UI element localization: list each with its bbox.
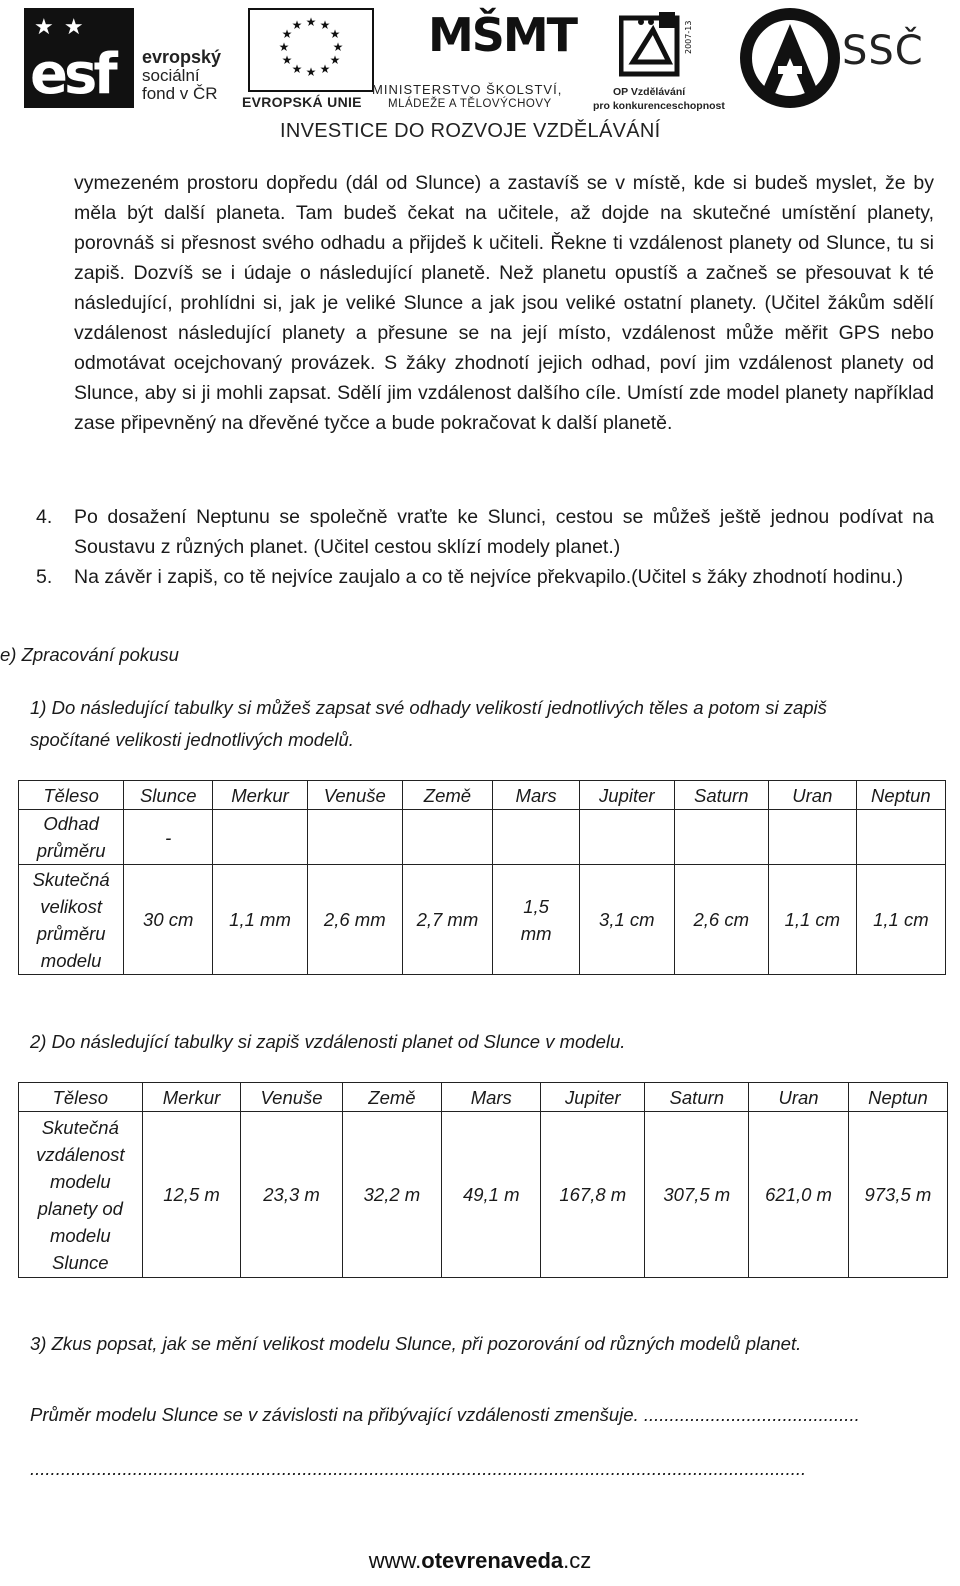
eu-logo-text: EVROPSKÁ UNIE: [242, 94, 362, 110]
table-cell: 1,5 mm: [493, 865, 580, 975]
table-cell: [674, 810, 768, 865]
msmt-mark: MŠMT: [428, 8, 577, 62]
op-logo-icon: [619, 10, 709, 84]
table-header-cell: Země: [402, 781, 492, 810]
table-cell: 307,5 m: [645, 1112, 749, 1278]
svg-text:★: ★: [305, 15, 317, 29]
esf-letters: esf: [30, 42, 114, 107]
svg-text:★: ★: [305, 65, 317, 79]
eu-flag-icon: [248, 8, 374, 92]
esf-logo-text: [142, 48, 221, 103]
table-header-cell: Slunce: [124, 781, 213, 810]
table-cell: [402, 810, 492, 865]
table-cell: [768, 810, 856, 865]
table-cell: 973,5 m: [848, 1112, 947, 1278]
table-header-cell: Jupiter: [580, 781, 674, 810]
ssc-logo-icon: [738, 6, 842, 110]
table-cell: 621,0 m: [749, 1112, 849, 1278]
table-row: [19, 865, 946, 975]
table-cell: -: [124, 810, 213, 865]
op-text-line-2: pro konkurenceschopnost: [593, 100, 725, 112]
svg-text:★: ★: [278, 40, 290, 54]
intro-paragraph: vymezeném prostoru dopředu (dál od Slunce) a zastavíš se v místě, kde si budeš myslet, že by měla být další planeta. Tam budeš čekat na učitele, až dojde na skutečné umístění planety, porovnáš si přesnost svého odhadu a přijdeš k učiteli. Řekne ti vzdálenost planety od Slunce, tu si zapiš. Dozvíš se i údaje o následující planetě. Než planetu opustíš a začneš se přesouvat k té následující, prohlídni si, jak je veliké Slunce a jak jsou veliké ostatní planety. (Učitel žákům sdělí vzdálenost následující planety a přesune se na její místo, vzdálenost může měřit GPS nebo odmotávat ocejchovaný provázek. S žáky zhodnotí jejich odhad, poví jim vzdálenost planety od Slunce, aby si ji mohli zapsat. Sdělí jim vzdálenost dalšího cíle. Umístí zde model planety například zase připevněný na dřevěné tyčce a bude pokračovat k další planetě.: [74, 172, 934, 434]
msmt-text-line-1: MINISTERSTVO ŠKOLSTVÍ,: [372, 82, 563, 97]
table-header-cell: Neptun: [856, 781, 945, 810]
op-logo: [593, 8, 733, 112]
ssc-logo: [734, 4, 934, 112]
eu-logo: [242, 8, 382, 108]
size-table: [18, 780, 946, 975]
table-cell: [493, 810, 580, 865]
list-item-number: 5.: [36, 566, 53, 588]
table-header-cell: Saturn: [674, 781, 768, 810]
table-header-cell: Mars: [442, 1083, 541, 1112]
esf-text-line-1: evropský: [142, 47, 222, 67]
list-item-text: Po dosažení Neptunu se společně vraťte ke Slunci, cestou se můžeš ještě jednou podívat na Soustavu z různých planet. (Učitel cestou sklízí modely planet.): [74, 506, 934, 558]
svg-text:★: ★: [291, 18, 303, 32]
svg-text:★: ★: [291, 62, 303, 76]
table-header-cell: Mars: [493, 781, 580, 810]
msmt-text-line-2: MLÁDEŽE A TĚLOVÝCHOVY: [388, 98, 552, 110]
svg-text:★: ★: [329, 27, 341, 41]
svg-text:★: ★: [319, 62, 331, 76]
table-header-cell: Venuše: [241, 1083, 342, 1112]
svg-text:★: ★: [281, 53, 293, 67]
footer-url[interactable]: [0, 1548, 960, 1574]
table-cell: 32,2 m: [342, 1112, 442, 1278]
task-1-line-2: spočítané velikosti jednotlivých modelů.: [30, 729, 354, 750]
svg-text:★: ★: [281, 27, 293, 41]
eu-stars-icon: [250, 10, 372, 90]
table-cell: [307, 810, 402, 865]
table-header-cell: Venuše: [307, 781, 402, 810]
footer-url-domain: otevrenaveda: [421, 1548, 564, 1573]
section-heading: e) Zpracování pokusu: [0, 644, 179, 665]
table-row: [19, 1083, 948, 1112]
task-3: 3) Zkus popsat, jak se mění velikost modelu Slunce, při pozorování od různých modelů planet.: [30, 1333, 802, 1354]
task-2: 2) Do následující tabulky si zapiš vzdálenosti planet od Slunce v modelu.: [30, 1031, 626, 1052]
table-header-cell: Uran: [749, 1083, 849, 1112]
table-cell: 2,6 mm: [307, 865, 402, 975]
footer-url-prefix: www.: [368, 1548, 422, 1573]
table-row-label: Odhad průměru: [19, 810, 124, 865]
table-cell: 23,3 m: [241, 1112, 342, 1278]
table-cell: [856, 810, 945, 865]
task-1-line-1: 1) Do následující tabulky si můžeš zapsat své odhady velikostí jednotlivých těles a potom si zapiš: [30, 697, 827, 718]
table-cell: 167,8 m: [541, 1112, 645, 1278]
list-item-number: 4.: [36, 506, 53, 528]
table-header-cell: Jupiter: [541, 1083, 645, 1112]
esf-logo: [20, 8, 230, 108]
logo-header: [20, 4, 940, 114]
table-cell: 1,1 cm: [856, 865, 945, 975]
table-header-cell: Merkur: [142, 1083, 241, 1112]
answer-line: Průměr modelu Slunce se v závislosti na přibývající vzdálenosti zmenšuje. ..........................................: [30, 1404, 860, 1425]
svg-text:2007-13: 2007-13: [684, 20, 693, 54]
msmt-logo: [370, 8, 590, 108]
table-header-cell: Merkur: [213, 781, 308, 810]
star-icon: ★ ★: [34, 14, 86, 39]
table-row-label: Skutečná velikost průměru modelu: [19, 865, 124, 975]
esf-text-line-2: sociální: [142, 66, 200, 85]
table-cell: 1,1 mm: [213, 865, 308, 975]
table-cell: 12,5 m: [142, 1112, 241, 1278]
table-header-cell: Země: [342, 1083, 442, 1112]
svg-text:★: ★: [332, 40, 344, 54]
table-row-label: Skutečná vzdálenost modelu planety od modelu Slunce: [19, 1112, 143, 1278]
table-header-cell: Těleso: [19, 1083, 143, 1112]
table-cell: [580, 810, 674, 865]
table-cell: 3,1 cm: [580, 865, 674, 975]
table-row: [19, 781, 946, 810]
footer-url-suffix: .cz: [563, 1548, 592, 1573]
svg-text:★: ★: [319, 18, 331, 32]
distance-table: [18, 1082, 948, 1278]
table-cell: 2,7 mm: [402, 865, 492, 975]
table-header-cell: Uran: [768, 781, 856, 810]
table-cell: 49,1 m: [442, 1112, 541, 1278]
ssc-logo-text: SSČ: [842, 28, 924, 74]
dotted-answer-line: .......................................................................................................................................................: [30, 1458, 807, 1479]
svg-text:★: ★: [329, 53, 341, 67]
table-header-cell: Saturn: [645, 1083, 749, 1112]
table-row: [19, 1112, 948, 1278]
list-item-text: Na závěr i zapiš, co tě nejvíce zaujalo a co tě nejvíce překvapilo.(Učitel s žáky zhodnotí hodinu.): [74, 566, 904, 588]
table-cell: [213, 810, 308, 865]
table-cell: 30 cm: [124, 865, 213, 975]
op-text-line-1: OP Vzdělávání: [613, 86, 686, 98]
esf-text-line-3: fond v ČR: [142, 84, 218, 103]
investice-tagline: INVESTICE DO ROZVOJE VZDĚLÁVÁNÍ: [280, 120, 661, 142]
table-cell: 1,1 cm: [768, 865, 856, 975]
table-row: [19, 810, 946, 865]
table-cell: 2,6 cm: [674, 865, 768, 975]
esf-logo-mark: [24, 8, 134, 108]
table-header-cell: Těleso: [19, 781, 124, 810]
table-header-cell: Neptun: [848, 1083, 947, 1112]
